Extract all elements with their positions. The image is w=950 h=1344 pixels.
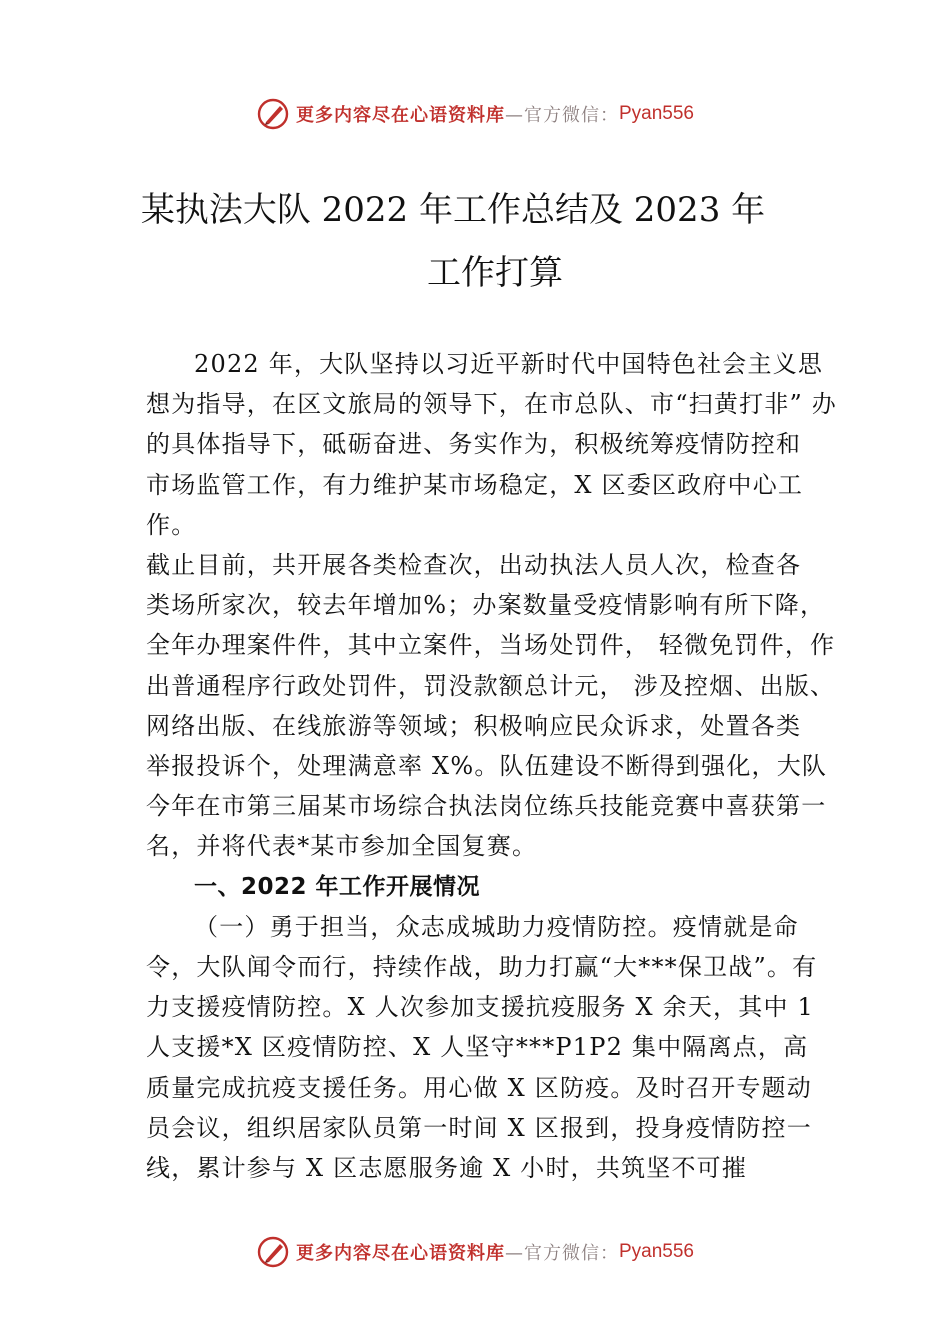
body-line: 截止目前，共开展各类检查次，出动执法人员人次，检查各 <box>146 551 802 580</box>
header-watermark <box>0 94 950 134</box>
section-line: 线，累计参与 X 区志愿服务逾 X 小时，共筑坚不可摧 <box>146 1154 748 1183</box>
section-heading: 一、2022 年工作开展情况 <box>194 873 481 900</box>
body-line: 全年办理案件件，其中立案件，当场处罚件， 轻微免罚件，作 <box>146 631 836 660</box>
body-line: 2022 年，大队坚持以习近平新时代中国特色社会主义思 <box>194 350 824 378</box>
document-title-line-1: 某执法大队 2022 年工作总结及 2023 年 <box>140 190 766 230</box>
watermark-main-text: 更多内容尽在心语资料库 <box>295 1243 505 1264</box>
section-line: 力支援疫情防控。X 人次参加支援抗疫服务 X 余天，其中 1 <box>146 993 814 1022</box>
body-line: 市场监管工作，有力维护某市场稳定，X 区委区政府中心工作。 <box>146 470 804 539</box>
body-line: 的具体指导下，砥砺奋进、务实作为，积极统筹疫情防控和 <box>146 430 802 459</box>
body-line: 名，并将代表*某市参加全国复赛。 <box>146 832 538 861</box>
section-line: （一）勇于担当，众志成城助力疫情防控。疫情就是命 <box>194 912 799 941</box>
body-line: 想为指导，在区文旅局的领导下，在市总队、市“扫黄打非” 办 <box>146 390 837 419</box>
body-line: 类场所家次，较去年增加%；办案数量受疫情影响有所下降， <box>146 591 826 620</box>
watermark-sub-text: —官方微信： <box>504 1243 619 1264</box>
watermark-wechat-id: Pyan556 <box>618 1241 694 1262</box>
section-line: 令，大队闻令而行，持续作战，助力打赢“大***保卫战”。有 <box>146 953 818 982</box>
watermark-sub-text: —官方微信： <box>504 105 619 126</box>
watermark-wechat-id: Pyan556 <box>618 103 694 124</box>
body-line: 网络出版、在线旅游等领域；积极响应民众诉求，处置各类 <box>146 711 802 740</box>
body-line: 今年在市第三届某市场综合执法岗位练兵技能竞赛中喜获第一 <box>146 792 827 821</box>
document-title-line-2: 工作打算 <box>427 253 563 293</box>
pen-logo-icon <box>256 1235 290 1269</box>
section-line: 质量完成抗疫支援任务。用心做 X 区防疫。及时召开专题动 <box>146 1073 812 1102</box>
document-body <box>146 344 846 1188</box>
section-line: 员会议，组织居家队员第一时间 X 区报到，投身疫情防控一 <box>146 1113 812 1142</box>
footer-watermark <box>0 1232 950 1272</box>
section-line: 人支援*X 区疫情防控、X 人坚守***P1P2 集中隔离点，高 <box>146 1033 809 1062</box>
pen-logo-icon <box>256 97 290 131</box>
watermark-main-text: 更多内容尽在心语资料库 <box>295 105 505 126</box>
body-line: 出普通程序行政处罚件，罚没款额总计元， 涉及控烟、出版、 <box>146 671 836 700</box>
body-line: 举报投诉个，处理满意率 X%。队伍建设不断得到强化，大队 <box>146 752 828 781</box>
